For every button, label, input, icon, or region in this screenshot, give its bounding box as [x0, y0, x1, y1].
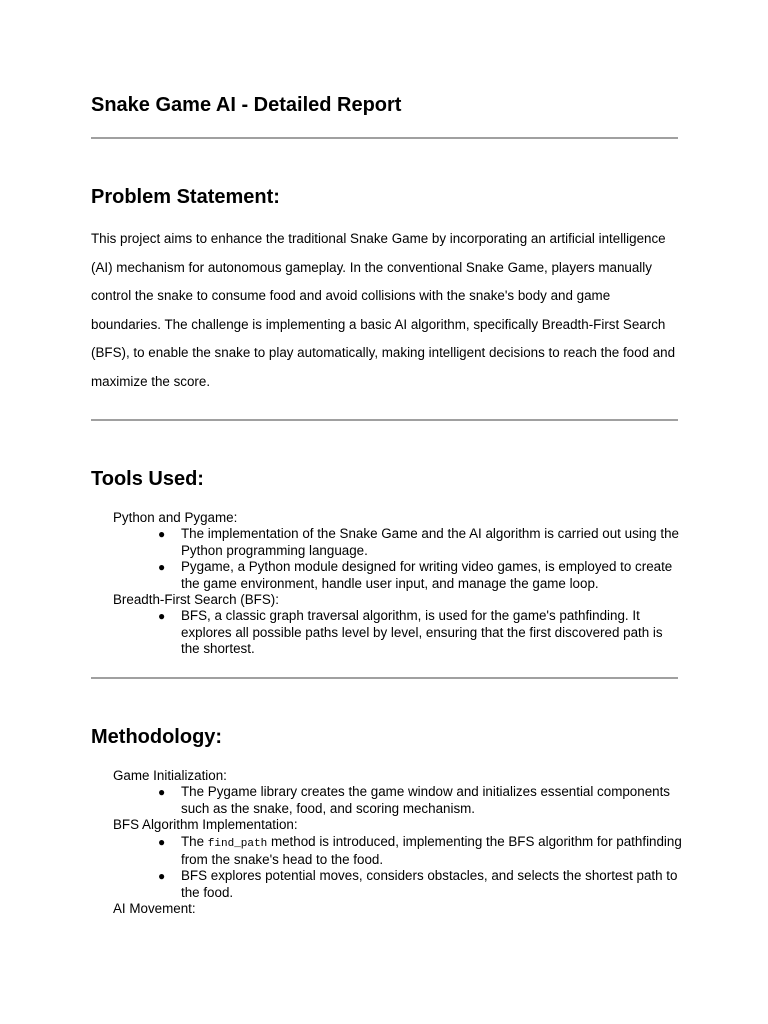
methodology-heading: Methodology: [91, 726, 223, 748]
list-item [113, 868, 683, 901]
methodology-group-items [113, 784, 683, 817]
list-item-text: BFS explores potential moves, considers obstacles, and selects the shortest path to the food. [181, 868, 678, 900]
list-item [113, 559, 683, 592]
tools-list [113, 510, 683, 658]
divider [91, 677, 678, 679]
list-item [113, 834, 683, 869]
bullet-icon: ● [158, 834, 166, 849]
list-item [113, 526, 683, 559]
list-item-text: BFS, a classic graph traversal algorithm, is used for the game's pathfinding. It explores all possible paths level by level, ensuring that the first discovered path is the shortest. [181, 608, 663, 657]
methodology-group-label: Game Initialization: [113, 768, 227, 783]
bullet-icon: ● [158, 527, 166, 542]
list-item [113, 608, 683, 657]
tools-group-items [113, 608, 683, 657]
tools-group-label: Python and Pygame: [113, 510, 238, 525]
list-item-text: The Pygame library creates the game window and initializes essential components such as the snake, food, and scoring mechanism. [181, 784, 671, 816]
methodology-group-label: BFS Algorithm Implementation: [113, 817, 298, 833]
tools-group-items [113, 526, 683, 592]
divider [91, 137, 678, 139]
document-title: Snake Game AI - Detailed Report [91, 94, 402, 116]
list-item-text-suffix: method is introduced, implementing the BFS algorithm for pathfinding from the snake's head to the food. [181, 833, 682, 868]
bullet-icon: ● [158, 560, 166, 575]
divider [91, 419, 678, 421]
bullet-icon: ● [158, 785, 166, 800]
methodology-list [113, 768, 683, 918]
inline-code: find_path [207, 837, 268, 850]
bullet-icon: ● [158, 609, 166, 624]
tools-heading: Tools Used: [91, 468, 204, 490]
list-item [113, 784, 683, 817]
problem-paragraph: This project aims to enhance the traditional Snake Game by incorporating an artificial intelligence (AI) mechanism for autonomous gameplay. In the conventional Snake Game, players manually control the snake to consume food and avoid collisions with the snake's body and game boundaries. The challenge is implementing a basic AI algorithm, specifically Breadth-First Search (BFS), to enable the snake to play automatically, making intelligent decisions to reach the food and maximize the score. [91, 231, 676, 389]
bullet-icon: ● [158, 869, 166, 884]
list-item-text: Pygame, a Python module designed for writing video games, is employed to create the game environment, handle user input, and manage the game loop. [181, 559, 673, 591]
methodology-group-label: AI Movement: [113, 901, 196, 917]
methodology-group-items [113, 834, 683, 902]
tools-group-label: Breadth-First Search (BFS): [113, 592, 279, 608]
problem-heading: Problem Statement: [91, 186, 280, 208]
list-item-text: The implementation of the Snake Game and the AI algorithm is carried out using the Python programming language. [181, 526, 679, 558]
list-item-text-prefix: The [181, 833, 208, 849]
